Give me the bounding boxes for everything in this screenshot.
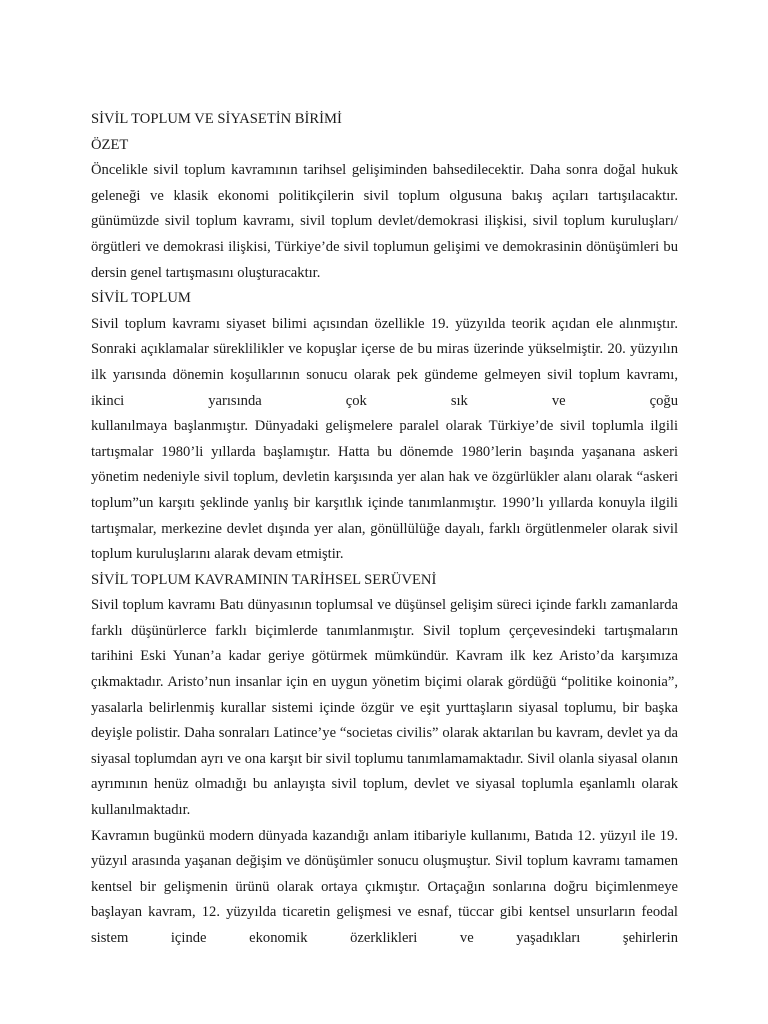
section-heading-tarihsel-seruven: SİVİL TOPLUM KAVRAMININ TARİHSEL SERÜVENİ: [91, 571, 437, 588]
abstract-paragraph: Öncelikle sivil toplum kavramının tarihsel gelişiminden bahsedilecektir. Daha sonra doğal hukuk geleneği ve klasik ekonomi politikçilerin sivil toplum olgusuna bakış açıları tartışılacaktır. günümüzde sivil toplum kavramı, sivil toplum devlet/demokrasi ilişkisi, sivil toplum kuruluşları/örgütleri ve demokrasi ilişkisi, Türkiye’de sivil toplumun gelişimi ve demokrasinin dönüşümleri bu dersin genel tartışmasını oluşturacaktır.: [91, 162, 678, 281]
section1-paragraph-1: Sivil toplum kavramı siyaset bilimi açısından özellikle 19. yüzyılda teorik açıdan ele alınmıştır. Sonraki açıklamalar süreklilikler ve kopuşlar içerse de bu miras üzerinde yükselmiştir. 20. yüzyılın ilk yarısında dönemin koşullarının sonucu olarak pek gündeme gelmeyen sivil toplum kavramı, ikinci yarısında çok sık ve çoğu: [91, 315, 678, 409]
section2-paragraph-2: Kavramın bugünkü modern dünyada kazandığı anlam itibariyle kullanımı, Batıda 12. yüzyıl ile 19. yüzyıl arasında yaşanan değişim ve dönüşümler sonucu oluşmuştur. Sivil toplum kavramı tamamen kentsel bir gelişmenin ürünü olarak ortaya çıkmıştır. Ortaçağın sonlarına doğru biçimlenmeye başlayan kavram, 12. yüzyılda ticaretin gelişmesi ve esnaf, tüccar gibi kentsel unsurların feodal sistem içinde ekonomik özerklikleri ve yaşadıkları şehirlerin: [91, 827, 678, 946]
document-body: [91, 107, 678, 952]
abstract-heading: ÖZET: [91, 136, 129, 153]
section2-paragraph-1: Sivil toplum kavramı Batı dünyasının toplumsal ve düşünsel gelişim süreci içinde farklı zamanlarda farklı düşünürlerce farklı biçimlerde tanımlanmıştır. Sivil toplum çerçevesindeki tartışmaların tarihini Eski Yunan’a kadar geriye götürmek mümkündür. Kavram ilk kez Aristo’da karşımıza çıkmaktadır. Aristo’nun insanlar için en uygun yönetim biçimi olarak gördüğü “politike koinonia”, yasalarla belirlenmiş kurallar sistemi içinde özgür ve eşit yurttaşların siyasal toplumu, bir başka deyişle polistir. Daha sonraları Latince’ye “societas civilis” olarak aktarılan bu kavram, devlet ya da siyasal toplumdan ayrı ve ona karşıt bir sivil toplumu tanımlamamaktadır. Sivil olanla siyasal olanın ayrımının henüz olmadığı bu anlayışta sivil toplum, devlet ve siyasal toplumla eşanlamlı olarak kullanılmaktadır.: [91, 597, 678, 819]
section-heading-sivil-toplum: SİVİL TOPLUM: [91, 290, 191, 307]
section1-paragraph-2: kullanılmaya başlanmıştır. Dünyadaki gelişmelere paralel olarak Türkiye’de sivil toplumla ilgili tartışmalar 1980’li yıllarda başlamıştır. Hatta bu dönemde 1980’lerin başında yaşanana askeri yönetim nedeniyle sivil toplum, devletin karşısında yer alan hak ve özgürlükler alanı olarak “askeri toplum”un karşıtı şeklinde yanlış bir karşıtlık içinde tanımlanmıştır. 1990’lı yıllarda konuyla ilgili tartışmalar, merkezine devlet dışında yer alan, gönüllülüğe dayalı, farklı örgütlenmeler olarak sivil toplum kuruluşlarını alarak devam etmiştir.: [91, 418, 678, 563]
document-title: SİVİL TOPLUM VE SİYASETİN BİRİMİ: [91, 111, 342, 127]
